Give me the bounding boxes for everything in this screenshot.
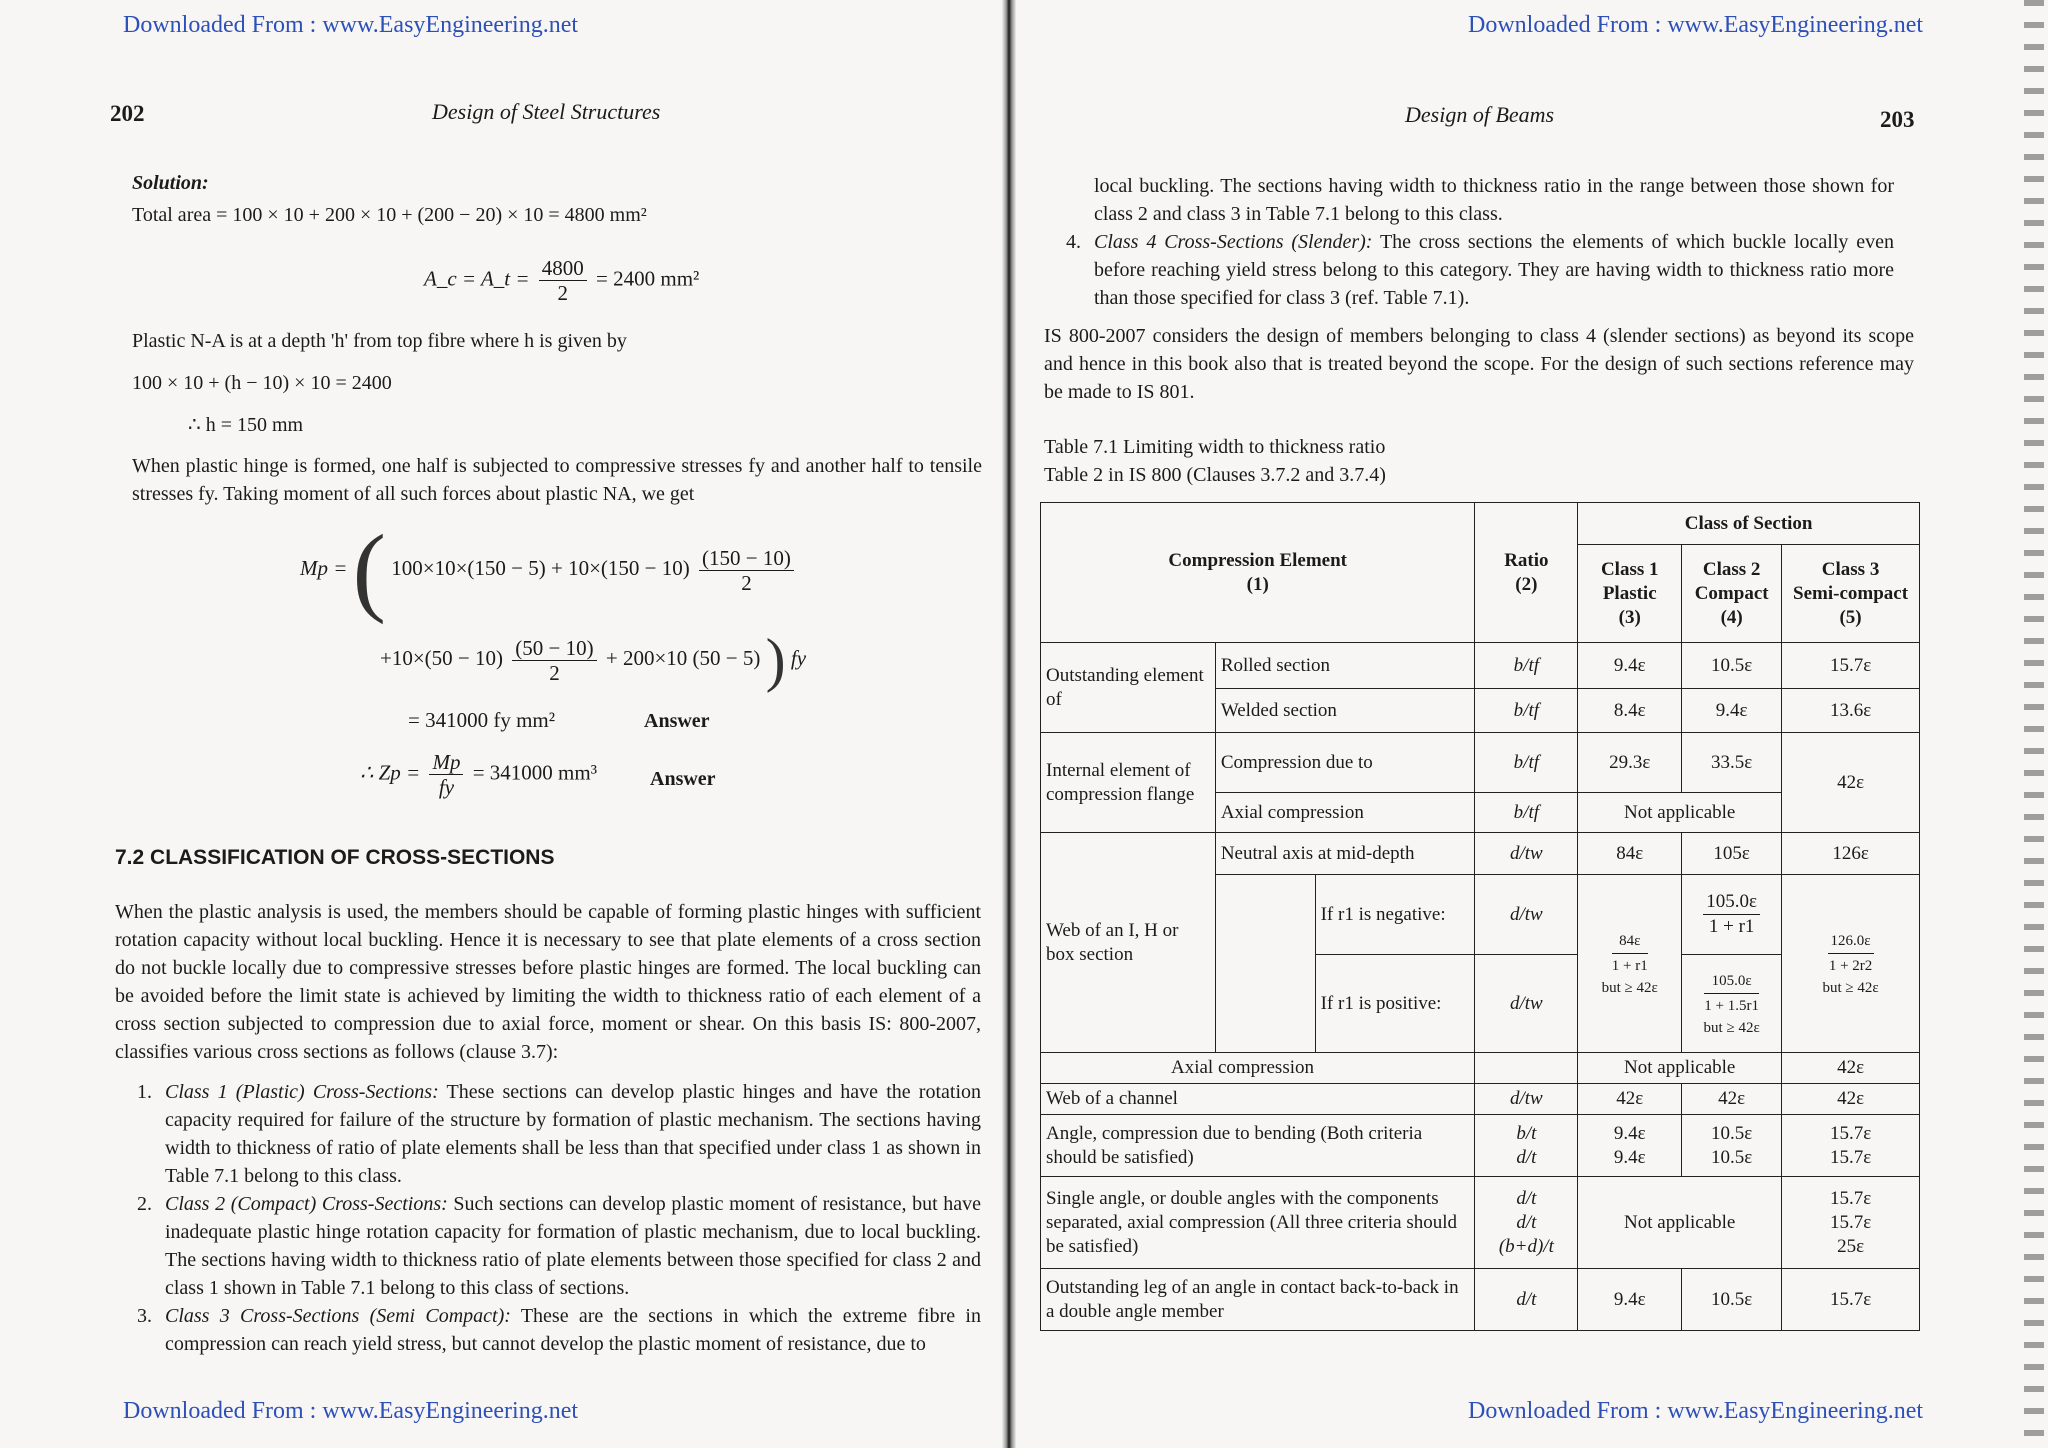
sa-ratio-1: d/t [1516,1187,1537,1209]
cell-r1-positive: If r1 is positive: [1315,955,1475,1053]
cell-axial-comp: Axial compression [1215,793,1475,833]
list-item-class4 [1066,228,1895,312]
c2pos-numerator: 105.0ε [1704,969,1759,994]
mp-result [408,708,555,733]
mp-lhs: Mp = [300,555,348,580]
list-title: Class 1 (Plastic) Cross-Sections: [165,1081,439,1103]
page-number-right: 203 [1880,107,1915,132]
zp-equation [360,750,597,799]
header-class2 [1682,545,1782,643]
semicompact-label: Semi-compact [1793,582,1909,604]
cell-outstanding-leg: Outstanding leg of an angle in contact back-to-back in a double angle member [1041,1269,1475,1331]
c1-denominator: 1 + r1 [1611,958,1648,974]
col3-number: (3) [1618,606,1641,628]
cell-internal-c2: 33.5ε [1682,733,1782,793]
ab-c2-a: 10.5ε [1711,1122,1753,1144]
list-title: Class 2 (Compact) Cross-Sections: [165,1193,448,1215]
answer-1: Answer [644,710,710,732]
zp-fraction [429,750,463,799]
class1-label: Class 1 [1600,558,1659,580]
cell-web-c2-negative [1682,875,1782,955]
header-class1 [1578,545,1682,643]
zp-denominator: fy [438,775,455,799]
cell-ratio-dtw: d/tw [1475,833,1578,875]
cell-ratio-dtw: d/tw [1475,955,1578,1053]
sa-c3-a: 15.7ε [1829,1187,1872,1209]
list-number: 4. [1066,231,1081,253]
col2-number: (2) [1515,573,1538,595]
cell-ab-ratio [1475,1115,1578,1177]
list-title: Class 3 Cross-Sections (Semi Compact): [165,1305,511,1327]
compact-label: Compact [1694,582,1769,604]
ac-denominator: 2 [557,281,569,305]
c2neg-fraction [1703,890,1760,939]
page-number-left: 202 [110,101,145,126]
download-link-top-left[interactable]: Downloaded From : www.EasyEngineering.net [123,12,579,38]
c2neg-numerator: 105.0ε [1703,890,1760,915]
mp-open-paren: ( [352,514,386,625]
cell-ratio-btf: b/tf [1475,643,1578,689]
list-text: Such sections can develop plastic moment of resistance, but have inadequate plastic hinge rotation capacity for formation of plastic mechanism, due to local buckling. The sections having width to thickness ratio of plate elements between those specified for class 2 and class 1 shown in Table 7.1 belong to this class of sections. [165,1193,981,1299]
ac-lhs: A_c = A_t = [424,266,530,291]
cell-ratio-dtw: d/tw [1475,875,1578,955]
cell-welded: Welded section [1215,689,1475,733]
compression-element-label: Compression Element [1168,549,1347,571]
cell-ol-ratio: d/t [1475,1269,1578,1331]
class3-continuation: local buckling. The sections having width to thickness ratio in the range between those shown for class 2 and class 3 in Table 7.1 belong to this class. [1094,175,1894,225]
mp-frac1-numerator: (150 − 10) [699,546,794,571]
mp-result-value: = 341000 fy mm² [408,708,556,732]
cell-web-c1 [1578,875,1682,1053]
cell-web-label: Web of an I, H or box section [1041,833,1216,1053]
cell-angle-bending: Angle, compression due to bending (Both criteria should be satisfied) [1041,1115,1475,1177]
list-item-class3 [137,1302,981,1358]
cell-sa-c3 [1782,1177,1920,1269]
cell-ratio-dtw: d/tw [1475,1084,1578,1115]
table-caption-1-text: Table 7.1 Limiting width to thickness ratio [1044,436,1386,458]
ab-c1-b: 9.4ε [1613,1146,1646,1168]
cell-rolled-c1: 9.4ε [1578,643,1682,689]
cell-web-channel: Web of a channel [1041,1084,1475,1115]
running-title-right: Design of Beams [1405,102,1555,127]
list-text: The cross sections the elements of which buckle locally even before reaching yield stress belong to this category. They are having width to thickness ratio more than those specified for class 3 (ref. Table 7.1). [1094,231,1895,309]
list-item-class2 [137,1190,981,1302]
cell-channel-c3: 42ε [1782,1084,1920,1115]
sa-c3-c: 25ε [1837,1235,1865,1257]
col4-number: (4) [1720,606,1743,628]
cell-na-c3: 126ε [1782,833,1920,875]
list-number: 2. [137,1193,152,1215]
cell-internal-na: Not applicable [1578,793,1782,833]
mp-frac1-denominator: 2 [741,570,752,595]
cell-neutral-axis: Neutral axis at mid-depth [1215,833,1475,875]
cell-ab-c2 [1682,1115,1782,1177]
mp-fraction1 [699,546,794,595]
cell-na-c2: 105ε [1682,833,1782,875]
cell-single-angle: Single angle, or double angles with the components separated, axial compression (All three criteria should be satisfied) [1041,1177,1475,1269]
cell-ratio-btf: b/tf [1475,689,1578,733]
cell-comp-due-to: Compression due to [1215,733,1475,793]
c2pos-but: but ≥ 42ε [1703,1020,1760,1036]
class2-label: Class 2 [1702,558,1761,580]
header-class-of-section: Class of Section [1578,503,1920,545]
zp-rhs: = 341000 mm³ [472,760,598,785]
ac-numerator: 4800 [539,256,587,281]
zp-numerator: Mp [429,750,463,775]
cell-axial-na: Not applicable [1578,1053,1782,1084]
running-title-left: Design of Steel Structures [432,99,661,124]
ab-c3-b: 15.7ε [1829,1146,1872,1168]
cell-sa-ratio [1475,1177,1578,1269]
cell-welded-c3: 13.6ε [1782,689,1920,733]
mp-frac2-numerator: (50 − 10) [512,636,596,661]
cell-internal: Internal element of compression flange [1041,733,1216,833]
sa-c3-b: 15.7ε [1829,1211,1872,1233]
classification-paragraph: When the plastic analysis is used, the members should be capable of forming plastic hinges with sufficient rotation capacity without local buckling. Hence it is necessary to see that plate elements of a cross section do not buckle locally due to compressive stresses before plastic hinges are formed. The local buckling can be avoided before the limit state is achieved by limiting the width to thickness ratio of each element of a cross section subjected to compression due to axial force, moment or shear. On this basis IS: 800-2007, classifies various cross sections as follows (clause 3.7): [115,901,981,1063]
ab-c1-a: 9.4ε [1613,1122,1646,1144]
table-caption-1 [1044,434,1385,461]
cell-ol-c1: 9.4ε [1578,1269,1682,1331]
c3-fraction [1828,929,1874,978]
table-caption-2: Table 2 in IS 800 (Clauses 3.7.2 and 3.7.4) [1044,464,1386,486]
header-class3 [1782,545,1920,643]
mp-line2b: + 200×10 (50 − 5) [605,645,761,670]
cell-web-c2-positive [1682,955,1782,1053]
cell-web-c3 [1782,875,1920,1053]
cell-ol-c2: 10.5ε [1682,1269,1782,1331]
cell-axial-compression: Axial compression [1041,1053,1475,1084]
section-heading: 7.2 CLASSIFICATION OF CROSS-SECTIONS [115,846,555,869]
cell-rolled-c2: 10.5ε [1682,643,1782,689]
cell-na-c1: 84ε [1578,833,1682,875]
download-link-bottom-left[interactable]: Downloaded From : www.EasyEngineering.net [123,1398,579,1424]
list-number: 1. [137,1081,152,1103]
c2pos-fraction [1704,969,1759,1018]
c3-numerator: 126.0ε [1828,929,1874,954]
cell-web-blank [1215,875,1315,1053]
list-text: These sections can develop plastic hinges and have the rotation capacity required for failure of the structure by formation of plastic mechanism. The sections having width to thickness of ratio of plate elements shall be less than that specified under class 1 as shown in Table 7.1 belong to this class. [165,1081,981,1187]
mp-equation-line2 [380,610,806,710]
header-ratio [1475,503,1578,643]
c1-fraction [1612,929,1648,978]
class3-label: Class 3 [1821,558,1880,580]
ab-ratio-1: b/t [1516,1122,1537,1144]
mp-fraction2 [512,636,596,685]
c2pos-denominator: 1 + 1.5r1 [1704,998,1759,1014]
cell-rolled-c3: 15.7ε [1782,643,1920,689]
cell-ratio-btf: b/tf [1475,733,1578,793]
col5-number: (5) [1839,606,1862,628]
page-edge [2024,0,2044,1448]
ab-ratio-2: d/t [1516,1146,1537,1168]
cell-welded-c1: 8.4ε [1578,689,1682,733]
cell-rolled: Rolled section [1215,643,1475,689]
download-link-bottom-right[interactable]: Downloaded From : www.EasyEngineering.net [1468,1398,1924,1424]
ab-c3-a: 15.7ε [1829,1122,1872,1144]
mp-line1: 100×10×(150 − 5) + 10×(150 − 10) [391,555,690,580]
sa-ratio-2: d/t [1516,1211,1537,1233]
cell-internal-c1: 29.3ε [1578,733,1682,793]
cell-ratio-btf: b/tf [1475,793,1578,833]
plastic-na-text: Plastic N-A is at a depth 'h' from top fibre where h is given by [132,330,627,352]
cell-axial-c3: 42ε [1782,1053,1920,1084]
limiting-ratio-table [1040,502,1920,1331]
ac-equation [424,256,699,305]
cell-axial-ratio-blank [1475,1053,1578,1084]
cell-internal-c3: 42ε [1782,733,1920,833]
c1-but: but ≥ 42ε [1601,980,1658,996]
c2neg-denominator: 1 + r1 [1708,916,1755,937]
plastic-hinge-paragraph: When plastic hinge is formed, one half is subjected to compressive stresses fy and another half to tensile stresses fy. Taking moment of all such forces about plastic NA, we get [132,455,982,505]
c3-denominator: 1 + 2r2 [1828,958,1873,974]
cell-ol-c3: 15.7ε [1782,1269,1920,1331]
h-result: ∴ h = 150 mm [188,414,304,436]
download-link-top-right[interactable]: Downloaded From : www.EasyEngineering.net [1468,12,1924,38]
solution-label: Solution: [132,172,209,194]
ac-fraction [539,256,587,305]
col1-number: (1) [1246,573,1269,595]
cell-ab-c1 [1578,1115,1682,1177]
cell-ab-c3 [1782,1115,1920,1177]
cell-channel-c1: 42ε [1578,1084,1682,1115]
mp-equation-line1 [300,514,798,625]
cell-channel-c2: 42ε [1682,1084,1782,1115]
cell-welded-c2: 9.4ε [1682,689,1782,733]
plastic-label: Plastic [1602,582,1657,604]
book-spine [1002,0,1016,1448]
list-title: Class 4 Cross-Sections (Slender): [1094,231,1373,253]
c3-but: but ≥ 42ε [1822,980,1879,996]
cell-r1-negative: If r1 is negative: [1315,875,1475,955]
cell-outstanding: Outstanding element of [1041,643,1216,733]
ratio-label: Ratio [1504,549,1549,571]
sa-ratio-3: (b+d)/t [1498,1235,1554,1257]
cell-sa-na: Not applicable [1578,1177,1782,1269]
ab-c2-b: 10.5ε [1711,1146,1753,1168]
c1-numerator: 84ε [1612,929,1648,954]
header-compression-element [1041,503,1475,643]
mp-fy: fy [790,645,807,670]
ac-rhs: = 2400 mm² [596,266,700,291]
answer-2: Answer [650,768,716,790]
list-item-class1 [137,1078,981,1190]
mp-frac2-denominator: 2 [549,660,560,685]
list-number: 3. [137,1305,152,1327]
h-equation: 100 × 10 + (h − 10) × 10 = 2400 [132,372,392,394]
mp-line2a: +10×(50 − 10) [380,645,504,670]
is800-paragraph: IS 800-2007 considers the design of members belonging to class 4 (slender sections) as beyond its scope and hence in this book also that is treated beyond the scope. For the design of such sections reference may be made to IS 801. [1044,325,1914,403]
mp-close-paren: ) [765,627,786,693]
total-area-equation: Total area = 100 × 10 + 200 × 10 + (200 − 20) × 10 = 4800 mm² [132,204,647,226]
zp-lhs: ∴ Zp = [360,760,421,785]
list-text: These are the sections in which the extreme fibre in compression can reach yield stress, but cannot develop the plastic moment of resistance, due to [165,1305,981,1355]
